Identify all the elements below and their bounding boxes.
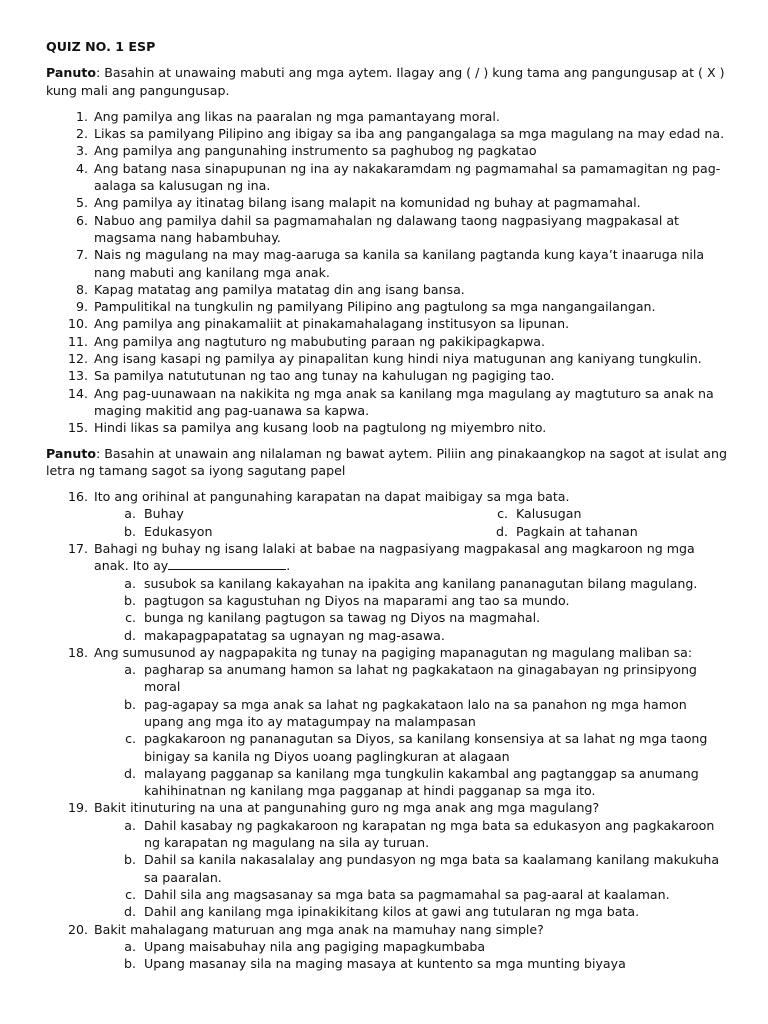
question-text: Ang sumusunod ay nagpapakita ng tunay na pagiging mapanagutan ng magulang maliban sa:: [94, 644, 693, 660]
statement-number: 5.: [75, 195, 88, 211]
statement-text: Ang pag-uunawaan na nakikita ng mga anak sa kanilang mga magulang ay magtuturo sa anak na maging makitid ang pag-uanawa sa kapwa.: [94, 385, 714, 418]
question-number: 16.: [67, 489, 88, 505]
question-text: Bakit itinuturing na una at pangunahing guro ng mga anak ang mga magulang?: [94, 800, 600, 816]
statement-text: Ang pamilya ang likas na paaralan ng mga pamantayang moral.: [94, 108, 500, 124]
statement-text: Pampulitikal na tungkulin ng pamilyang Pilipino ang pagtulong sa mga nangangailangan.: [94, 299, 656, 315]
question-17: [46, 540, 730, 644]
choice-b: b. pagtugon sa kagustuhan ng Diyos na maparami ang tao sa mundo.: [124, 592, 570, 608]
multiple-choice-list: [46, 488, 730, 972]
statement-item: [46, 281, 730, 298]
statement-number: 8.: [75, 281, 88, 297]
choice-b: b. Edukasyon: [124, 523, 213, 539]
question-16: [46, 488, 730, 540]
instructions-1-label: Panuto: [46, 65, 96, 81]
instructions-2: [46, 445, 730, 480]
statement-item: [46, 142, 730, 159]
question-text: Bakit mahalagang maturuan ang mga anak na mamuhay nang simple?: [94, 921, 544, 937]
statement-number: 11.: [67, 333, 88, 349]
statement-number: 6.: [75, 212, 88, 228]
statement-item: [46, 108, 730, 125]
statement-number: 13.: [67, 368, 88, 384]
statement-text: Kapag matatag ang pamilya matatag din ang isang bansa.: [94, 281, 465, 297]
statement-number: 9.: [75, 299, 88, 315]
choice-a: a. Upang maisabuhay nila ang pagiging mapagkumbaba: [124, 938, 486, 954]
statement-text: Hindi likas sa pamilya ang kusang loob na pagtulong ng miyembro nito.: [94, 420, 547, 436]
choice-d: d. Dahil ang kanilang mga ipinakikitang kilos at gawi ang tutularan ng mga bata.: [124, 904, 640, 920]
choice-d: d. Pagkain at tahanan: [496, 523, 638, 539]
statement-number: 12.: [67, 351, 88, 367]
statement-item: [46, 160, 730, 195]
statement-text: Ang batang nasa sinapupunan ng ina ay nakakaramdam ng pagmamahal sa pamamagitan ng pag-aalaga sa kalusugan ng ina.: [94, 160, 721, 194]
choices: [114, 817, 730, 921]
statement-text: Ang pamilya ay itinatag bilang isang malapit na komunidad ng buhay at pagmamahal.: [94, 195, 641, 211]
question-number: 20.: [67, 921, 88, 937]
statement-number: 7.: [75, 247, 88, 263]
statement-text: Ang pamilya ang pinakamaliit at pinakamahalagang institusyon sa lipunan.: [94, 316, 570, 332]
choice-d: d. makapagpapatatag sa ugnayan ng mag-asawa.: [124, 627, 445, 643]
instructions-1-text: : Basahin at unawaing mabuti ang mga aytem. Ilagay ang ( / ) kung tama ang pangungusap at ( X ) kung mali ang pangungusap.: [46, 65, 725, 98]
choice-c: c. pagkakaroon ng pananagutan sa Diyos, sa kanilang konsensiya at sa lahat ng mga taong binigay sa kanila ng Diyos uoang paglingkuran at alagaan: [125, 731, 708, 764]
statement-item: [46, 367, 730, 384]
statement-item: [46, 385, 730, 420]
choice-d: d. malayang pagganap sa kanilang mga tungkulin kakambal ang pagtanggap sa anumang kahihinatnan ng kanilang mga pagganap at hindi pagganap sa mga ito.: [124, 765, 699, 799]
question-18: [46, 644, 730, 800]
statement-number: 2.: [75, 126, 88, 142]
quiz-title: QUIZ NO. 1 ESP: [46, 39, 156, 54]
question-text: Bahagi ng buhay ng isang lalaki at babae na nagpasiyang magpakasal ang magkaroon ng mga anak. Ito ay .: [94, 541, 695, 574]
statement-text: Nabuo ang pamilya dahil sa pagmamahalan ng dalawang taong nagpasiyang magpakasal at magsama nang habambuhay.: [94, 212, 679, 245]
choice-c: c. Kalusugan: [497, 506, 582, 522]
question-number: 19.: [67, 800, 88, 816]
choices: [114, 938, 730, 973]
statement-number: 15.: [67, 420, 88, 436]
choice-a: a. pagharap sa anumang hamon sa lahat ng pagkakataon na ginagabayan ng prinsipyong moral: [124, 662, 697, 695]
choice-b: b. Dahil sa kanila nakasalalay ang pundasyon ng mga bata sa kaalamang kanilang makukuha sa paaralan.: [124, 852, 720, 885]
statement-item: [46, 125, 730, 142]
choice-c: c. Dahil sila ang magsasanay sa mga bata sa pagmamahal sa pag-aaral at kaalaman.: [125, 886, 670, 902]
statement-text: Nais ng magulang na may mag-aaruga sa kanila sa kanilang pagtanda kung kaya’t inaaruga nila nang mabuti ang kanilang mga anak.: [94, 247, 705, 280]
question-20: [46, 921, 730, 973]
instructions-1: [46, 64, 730, 99]
choice-b: b. pag-agapay sa mga anak sa lahat ng pagkakataon lalo na sa panahon ng mga hamon upang ang mga ito ay matagumpay na malampasan: [124, 696, 687, 729]
statement-text: Ang pamilya ang pangunahing instrumento sa paghubog ng pagkatao: [94, 143, 537, 159]
statement-item: [46, 246, 730, 281]
choice-c: c. bunga ng kanilang pagtugon sa tawag ng Diyos na magmahal.: [125, 610, 541, 626]
answer-blank: [168, 558, 286, 570]
question-number: 18.: [67, 644, 88, 660]
statement-number: 1.: [75, 108, 88, 124]
statement-text: Likas sa pamilyang Pilipino ang ibigay sa iba ang pangangalaga sa mga magulang na may edad na.: [94, 126, 725, 142]
choice-a: a. Buhay: [124, 506, 184, 522]
statement-item: [46, 194, 730, 211]
choice-a: a. Dahil kasabay ng pagkakaroon ng karapatan ng mga bata sa edukasyon ang pagkakaroon ng karapatan ng magulang na sila ay turuan.: [124, 817, 715, 851]
choices: [114, 575, 730, 644]
question-19: [46, 799, 730, 920]
quiz-page: [46, 38, 730, 972]
choices: [114, 505, 730, 540]
choices: [114, 661, 730, 799]
statement-number: 14.: [67, 385, 88, 401]
instructions-2-text: : Basahin at unawain ang nilalaman ng bawat aytem. Piliin ang pinakaangkop na sagot at isulat ang letra ng tamang sagot sa iyong sagutang papel: [46, 445, 727, 478]
statement-item: [46, 350, 730, 367]
statement-number: 3.: [75, 143, 88, 159]
statement-item: [46, 419, 730, 436]
statement-item: [46, 298, 730, 315]
true-false-list: [46, 108, 730, 437]
statement-text: Ang pamilya ang nagtuturo ng mabubuting paraan ng pakikipagkapwa.: [94, 333, 546, 349]
choice-a: a. susubok sa kanilang kakayahan na ipakita ang kanilang pananagutan bilang magulang.: [124, 575, 698, 591]
question-text: Ito ang orihinal at pangunahing karapatan na dapat maibigay sa mga bata.: [94, 489, 570, 505]
statement-item: [46, 315, 730, 332]
instructions-2-label: Panuto: [46, 445, 96, 461]
statement-item: [46, 212, 730, 247]
statement-text: Sa pamilya natututunan ng tao ang tunay na kahulugan ng pagiging tao.: [94, 368, 555, 384]
statement-text: Ang isang kasapi ng pamilya ay pinapalitan kung hindi niya matugunan ang kaniyang tungkulin.: [94, 351, 702, 367]
statement-item: [46, 333, 730, 350]
choice-b: b. Upang masanay sila na maging masaya at kuntento sa mga munting biyaya: [124, 956, 626, 972]
question-number: 17.: [67, 541, 88, 557]
statement-number: 4.: [75, 160, 88, 176]
statement-number: 10.: [67, 316, 88, 332]
